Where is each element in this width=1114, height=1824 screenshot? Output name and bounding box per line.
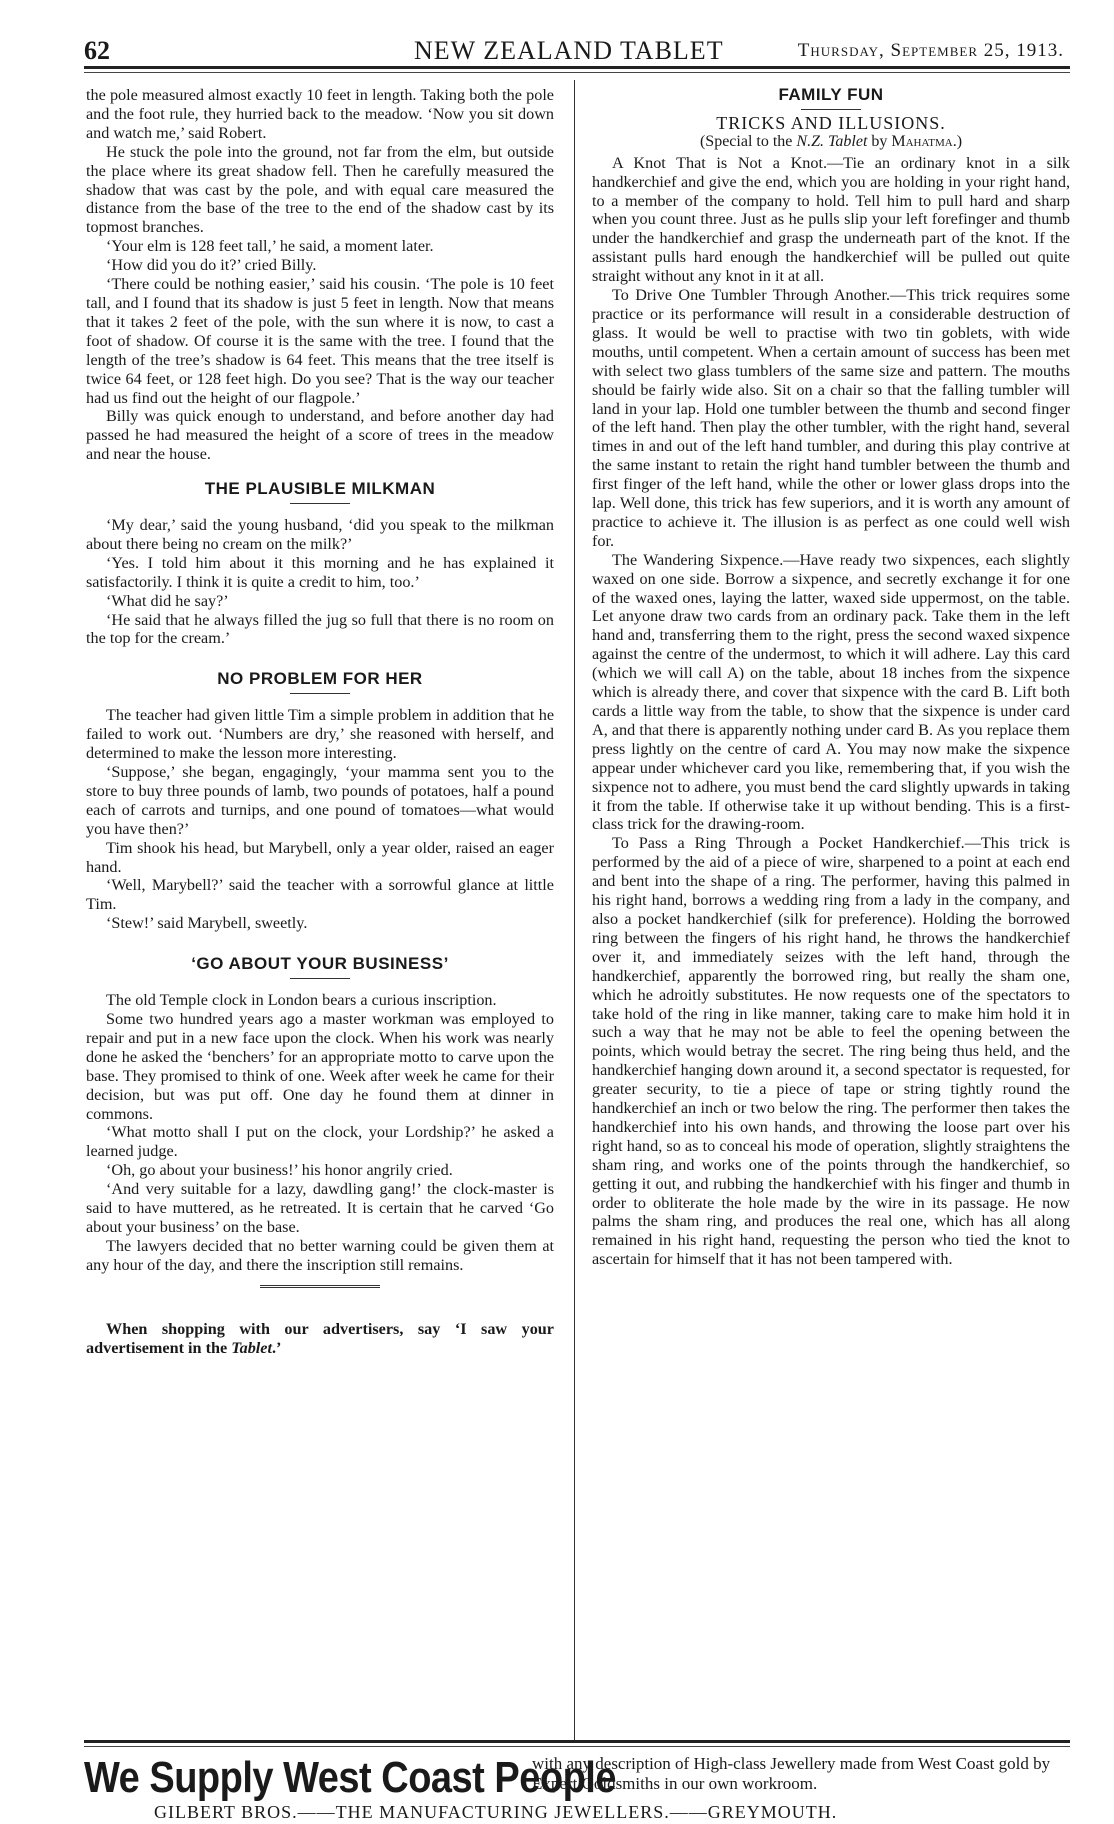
article-paragraph: He stuck the pole into the ground, not far from the elm, but outside the place where its great shadow fell. Then he carefully measured the shadow that was cast by the pole, and with equal care measured the distance from the base of the tree to the end of the shadow cast by its topmost branches. [86, 142, 554, 237]
masthead: NEW ZEALAND TABLET [414, 36, 724, 65]
end-rule [260, 1285, 380, 1290]
column-divider [574, 80, 575, 1740]
article-paragraph: ‘How did you do it?’ cried Billy. [106, 256, 317, 275]
advert-notice-pre: When shopping with our advertisers, say ‘I saw your advertisement in the [86, 1319, 554, 1357]
byline-pre: (Special to the [699, 132, 797, 150]
footer-rule-thin [84, 1746, 1070, 1747]
article-paragraph: ‘What did he say?’ [106, 591, 229, 610]
advert-maker: GILBERT BROS.——THE MANUFACTURING JEWELLERS.——GREYMOUTH. [154, 1802, 838, 1822]
header-rule-thin [84, 72, 1070, 73]
page-header [84, 36, 1074, 66]
article-paragraph: the pole measured almost exactly 10 feet in length. Taking both the pole and the foot rule, they hurried back to the meadow. ‘Now you sit down and watch me,’ said Robert. [86, 86, 554, 142]
section-title-problem: NO PROBLEM FOR HER [217, 669, 423, 689]
article-paragraph: Tim shook his head, but Marybell, only a year older, raised an eager hand. [86, 838, 554, 876]
byline [592, 133, 1070, 152]
article-paragraph: ‘He said that he always filled the jug so full that there is no room on the top for the cream.’ [86, 610, 554, 648]
article-paragraph: ‘What motto shall I put on the clock, your Lordship?’ he asked a learned judge. [86, 1123, 554, 1161]
article-paragraph: The old Temple clock in London bears a curious inscription. [106, 991, 497, 1010]
right-column [592, 86, 1070, 1269]
header-rule [84, 66, 1070, 69]
byline-author: Mahatma [891, 132, 953, 150]
article-paragraph: The Wandering Sixpence.—Have ready two sixpences, each slightly waxed on one side. Borrow a sixpence, and secretly exchange it for one of the waxed ones, laying the latter, waxed side uppermost, on the table. Let anyone draw two cards from an ordinary pack. Take them in the left hand and, transferring them to the right, press the second waxed sixpence against the centre of the undermost, to which it will adhere. Lay this card (which we will call A) on the table, about 18 inches from the sixpence which is already there, and cover that sixpence with the card B. Lift both cards a little way from the table, to show that the sixpence is under card A, and that there is apparently nothing under card B. As you replace them press lightly on the centre of card A. You may now make the sixpence appear under whichever card you like, remembering that, if you wish the sixpence not to adhere, you must bend the card slightly upwards in taking it from the table. If otherwise take it up without bending. This is a first-class trick for the drawing-room. [592, 550, 1070, 834]
left-column [86, 86, 554, 1357]
section-title-business: ‘GO ABOUT YOUR BUSINESS’ [191, 954, 449, 974]
dateline: Thursday, September 25, 1913. [797, 40, 1064, 61]
byline-paper: N.Z. Tablet [796, 132, 868, 150]
section-title-milkman: THE PLAUSIBLE MILKMAN [204, 479, 436, 499]
article-paragraph: Billy was quick enough to understand, and before another day had passed he had measured the height of a score of trees in the meadow and near the house. [86, 407, 554, 464]
article-paragraph: Some two hundred years ago a master workman was employed to repair and put in a new face upon the clock. When his work was nearly done he asked the ‘benchers’ for an appropriate motto to carve upon the base. They promised to think of one. Week after week he came for their decision, but was put off. One day he found them at dinner in commons. [86, 1009, 554, 1123]
subtitle: TRICKS AND ILLUSIONS. [716, 112, 946, 133]
section-title-family-fun: FAMILY FUN [778, 85, 884, 104]
byline-post: .) [952, 132, 963, 150]
advert-notice-post: .’ [272, 1338, 282, 1357]
article-paragraph: The teacher had given little Tim a simple problem in addition that he failed to work out. ‘Numbers are dry,’ she reasoned with herself, and determined to make the lesson more interesting. [86, 706, 554, 763]
article-paragraph: ‘Well, Marybell?’ said the teacher with a sorrowful glance at little Tim. [86, 876, 554, 914]
article-paragraph: To Pass a Ring Through a Pocket Handkerchief.—This trick is performed by the aid of a piece of wire, sharpened to a point at each end and bent into the shape of a ring. The performer, having this palmed in his right hand, borrows a wedding ring from a lady in the company, and also a pocket handkerchief (silk for preference). Holding the borrowed ring between the fingers of his right hand, he throws the handkerchief over it, and immediately seizes with the left hand, through the handkerchief, apparently the borrowed ring, but really the sham one, which he adroitly substitutes. He now requests one of the spectators to take hold of the ring in like manner, taking care to make him hold it in such a way that he may not be able to feel the opening between the points, which would betray the secret. The ring being thus held, and the handkerchief hanging down around it, a second spectator is requested, for greater security, to tie a piece of tape or string tightly round the handkerchief an inch or two below the ring. The performer then takes the handkerchief into his own hands, and throwing the loose part over his right hand, so as to conceal his mode of operation, slightly straightens the sham ring, and works one of the points through the handkerchief, so getting it out, and rubbing the handkerchief with his finger and thumb in order to obliterate the hole made by the wire in its passage. He now palms the sham ring, and produces the real one, which has all along remained in his right hand, requesting the person who tied the knot to ascertain for himself that it has not been tampered with. [592, 834, 1070, 1269]
advert-notice-title: Tablet [231, 1338, 272, 1357]
article-paragraph: ‘Suppose,’ she began, engagingly, ‘your mamma sent you to the store to buy three pounds of lamb, two pounds of potatoes, half a pound each of carrots and turnips, and one pound of tomatoes—what would you have then?’ [86, 763, 554, 838]
title-rule [801, 109, 861, 110]
article-paragraph: ‘And very suitable for a lazy, dawdling gang!’ the clock-master is said to have muttered, as he retreated. It is certain that he carved ‘Go about your business’ on the base. [86, 1180, 554, 1236]
article-paragraph: ‘Stew!’ said Marybell, sweetly. [106, 914, 308, 933]
advert-notice [86, 1320, 554, 1358]
byline-mid: by [867, 132, 892, 150]
article-paragraph: ‘There could be nothing easier,’ said his cousin. ‘The pole is 10 feet tall, and I found that its shadow is just 5 feet in length. Now that means that it takes 2 feet of the pole, with the sun where it is now, to cast a foot of shadow. Of course it is the same with the tree. I found that the length of the tree’s shadow is 64 feet. This means that the tree itself is twice 64 feet, or 128 feet high. Do you see? That is the way our teacher had us find out the height of our flagpole.’ [86, 275, 554, 407]
footer-rule [84, 1740, 1070, 1743]
footer-advert [84, 1752, 1074, 1822]
title-rule [290, 978, 350, 979]
title-rule [290, 693, 350, 694]
article-paragraph: A Knot That is Not a Knot.—Tie an ordinary knot in a silk handkerchief and give the end, which you are holding in your right hand, to a member of the company to hold. Tell him to pull hard and sharp when you count three. Just as he pulls slip your left forefinger and thumb under the handkerchief and grasp the underneath part of the knot. If the assistant pulls hard enough the handkerchief will be pulled out quite straight without any knot in it at all. [592, 153, 1070, 286]
page-number: 62 [84, 36, 110, 65]
article-paragraph: To Drive One Tumbler Through Another.—This trick requires some practice or its performance will result in a considerable destruction of glass. It would be well to practise with two tin goblets, with wide mouths, until competent. When a certain amount of success has been met with select two glass tumblers of the same size and pattern. The mouths should be fairly wide also. Sit on a chair so that the falling tumbler will land in your lap. Hold one tumbler between the thumb and second finger of the left hand. Then play the other tumbler, with the right hand, several times in and out of the left hand tumbler, and during this play contrive at the same instant to retain the right hand tumbler between the thumb and first finger of the left hand, while the other or lower glass drops into the lap. Well done, this trick has few superiors, and it is worth any amount of practice to achieve it. The illusion is as perfect as one could well wish for. [592, 286, 1070, 550]
article-paragraph: ‘Yes. I told him about it this morning and he has explained it satisfactorily. I think it is quite a credit to him, too.’ [86, 553, 554, 591]
advert-description: with any description of High-class Jewellery made from West Coast gold by Expert Goldsmiths in our own workroom. [532, 1754, 1051, 1793]
article-paragraph: ‘My dear,’ said the young husband, ‘did you speak to the milkman about there being no cream on the milk?’ [86, 516, 554, 553]
advert-slogan: We Supply West Coast People [84, 1754, 616, 1803]
article-paragraph: The lawyers decided that no better warning could be given them at any hour of the day, and there the inscription still remains. [86, 1236, 554, 1274]
article-paragraph: ‘Your elm is 128 feet tall,’ he said, a moment later. [106, 237, 434, 256]
article-paragraph: ‘Oh, go about your business!’ his honor angrily cried. [106, 1161, 453, 1180]
title-rule [290, 503, 350, 504]
